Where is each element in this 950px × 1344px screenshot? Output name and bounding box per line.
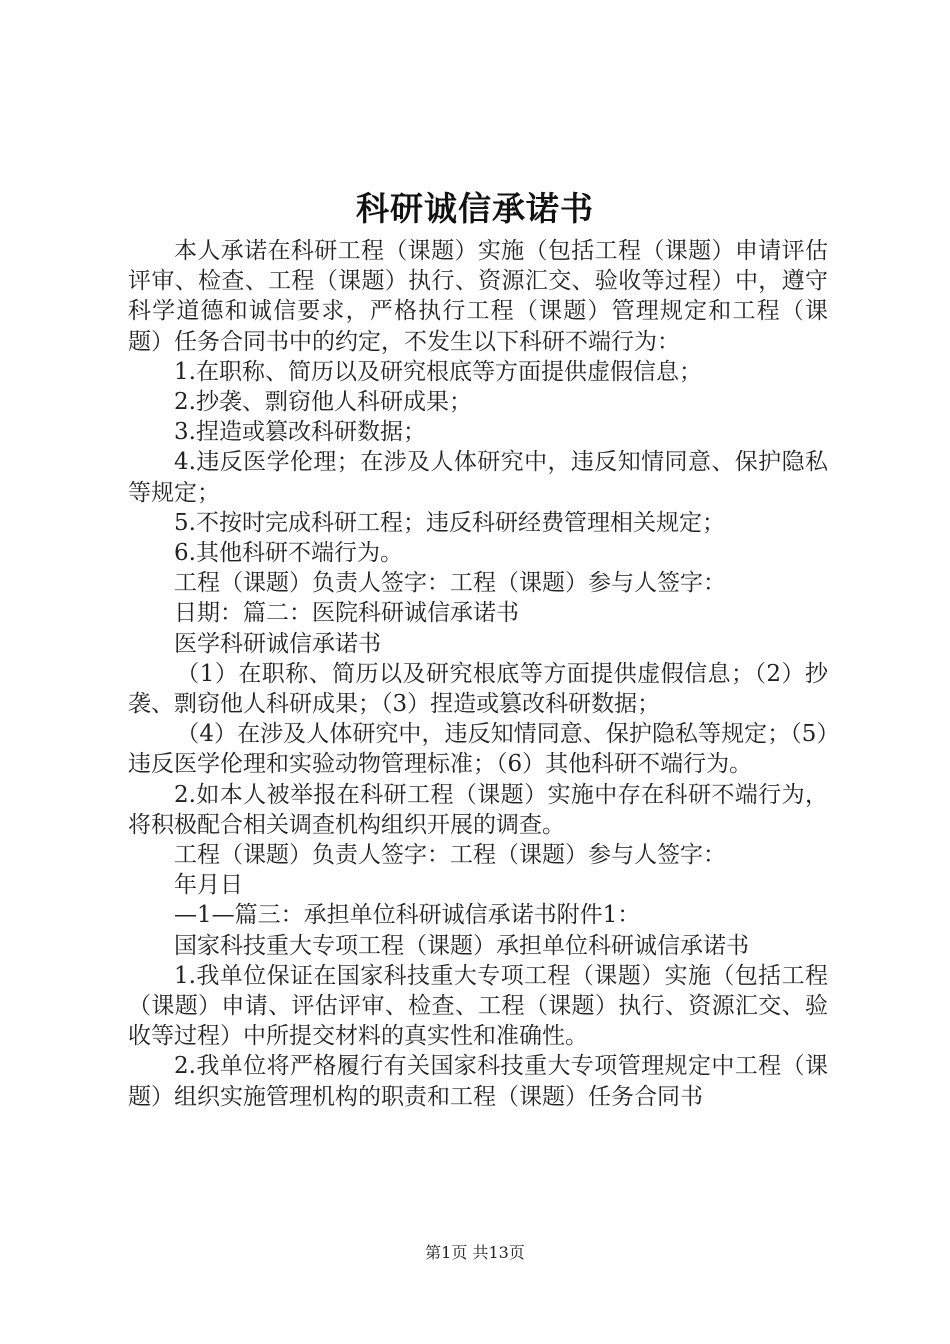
document-body xyxy=(128,236,828,1112)
paragraph-item-5: 5.不按时完成科研工程；违反科研经费管理相关规定； xyxy=(174,509,725,536)
paragraph-item-1: 1.在职称、简历以及研究根底等方面提供虚假信息； xyxy=(174,358,702,385)
paragraph-commitment-2: 2.如本人被举报在科研工程（课题）实施中存在科研不端行为，将积极配合相关调查机构组织开展的调查。 xyxy=(128,781,828,838)
page-number: 第1页 共13页 xyxy=(425,1243,525,1262)
section-subtitle-3: 国家科技重大专项工程（课题）承担单位科研诚信承诺书 xyxy=(174,932,749,959)
paragraph-item-6: 6.其他科研不端行为。 xyxy=(174,540,403,567)
signature-line: 工程（课题）负责人签字：工程（课题）参与人签字： xyxy=(174,570,726,597)
section-heading-3: —1—篇三：承担单位科研诚信承诺书附件1： xyxy=(174,902,641,929)
date-line: 日期：篇二：医院科研诚信承诺书 xyxy=(174,600,519,627)
section-heading: 医学科研诚信承诺书 xyxy=(174,630,381,657)
paragraph-list-b: （4）在涉及人体研究中，违反知情同意、保护隐私等规定；（5）违反医学伦理和实验动物管理标准；（6）其他科研不端行为。 xyxy=(128,721,828,778)
paragraph-list-a: （1）在职称、简历以及研究根底等方面提供虚假信息；（2）抄袭、剽窃他人科研成果；（3）捏造或篡改科研数据； xyxy=(128,660,828,718)
paragraph-unit-1: 1.我单位保证在国家科技重大专项工程（课题）实施（包括工程（课题）申请、评估评审、检查、工程（课题）执行、资源汇交、验收等过程）中所提交材料的真实性和准确性。 xyxy=(128,962,828,1050)
paragraph-intro: 本人承诺在科研工程（课题）实施（包括工程（课题）申请评估评审、检查、工程（课题）执行、资源汇交、验收等过程）中，遵守科学道德和诚信要求，严格执行工程（课题）管理规定和工程（课题）任务合同书中的约定，不发生以下科研不端行为： xyxy=(128,238,828,355)
paragraph-item-4: 4.违反医学伦理；在涉及人体研究中，违反知情同意、保护隐私等规定； xyxy=(128,449,828,506)
date-line-2: 年月日 xyxy=(174,872,243,899)
paragraph-item-2: 2.抄袭、剽窃他人科研成果； xyxy=(174,389,472,416)
document-title: 科研诚信承诺书 xyxy=(356,189,594,228)
paragraph-item-3: 3.捏造或篡改科研数据； xyxy=(174,419,426,446)
paragraph-unit-2: 2.我单位将严格履行有关国家科技重大专项管理规定中工程（课题）组织实施管理机构的职责和工程（课题）任务合同书 xyxy=(128,1053,828,1110)
signature-line-2: 工程（课题）负责人签字：工程（课题）参与人签字： xyxy=(174,842,726,869)
